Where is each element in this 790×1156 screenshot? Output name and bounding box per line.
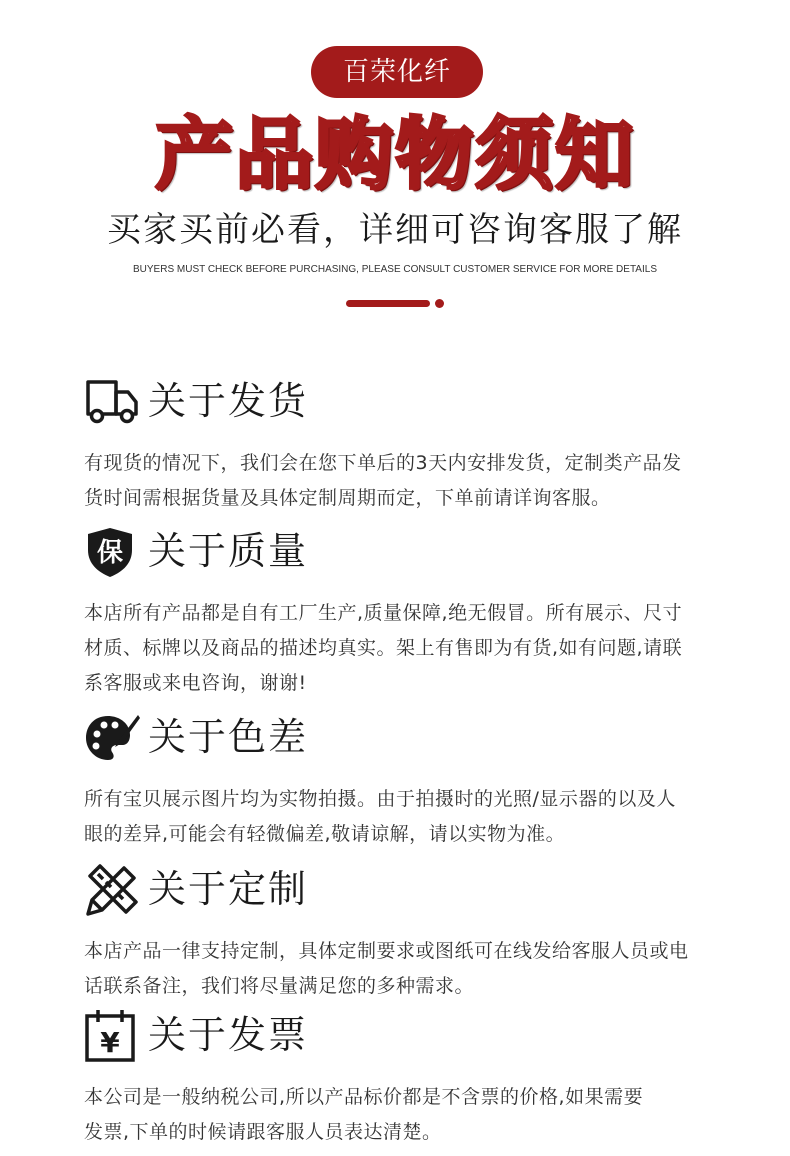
section-invoice (84, 1006, 724, 1150)
section-title: 关于定制 (148, 867, 309, 911)
invoice-icon (84, 1010, 140, 1062)
svg-text:¥: ¥ (100, 1026, 120, 1059)
section-text: 本店产品一律支持定制，具体定制要求或图纸可在线发给客服人员或电 话联系备注，我们将尽量满足您的多种需求。 (84, 940, 689, 997)
section-text: 有现货的情况下，我们会在您下单后的3天内安排发货，定制类产品发 货时间需根据货量及具体定制周期而定，下单前请详询客服。 (84, 452, 682, 509)
brand-badge: 百荣化纤 (311, 46, 483, 98)
divider-dot (435, 299, 444, 308)
section-quality (84, 522, 724, 701)
section-title: 关于质量 (148, 529, 309, 573)
section-shipping (84, 372, 724, 516)
section-color (84, 708, 724, 852)
section-text: 所有宝贝展示图片均为实物拍摄。由于拍摄时的光照/显示器的以及人 眼的差异,可能会有轻微偏差,敬请谅解，请以实物为准。 (84, 788, 676, 845)
divider-bar (346, 300, 430, 307)
page-subtitle-english: BUYERS MUST CHECK BEFORE PURCHASING, PLEASE CONSULT CUSTOMER SERVICE FOR MORE DETAILS (133, 264, 657, 275)
section-custom (84, 860, 724, 1004)
section-text: 本店所有产品都是自有工厂生产,质量保障,绝无假冒。所有展示、尺寸 材质、标牌以及商品的描述均真实。架上有售即为有货,如有问题,请联 系客服或来电咨询，谢谢! (84, 602, 683, 694)
section-title: 关于发货 (148, 379, 309, 423)
truck-icon (84, 376, 140, 428)
section-text: 本公司是一般纳税公司,所以产品标价都是不含票的价格,如果需要 发票,下单的时候请跟客服人员表达清楚。 (84, 1086, 644, 1143)
svg-text:保: 保 (96, 538, 124, 568)
shield-icon (84, 526, 140, 578)
section-title: 关于发票 (148, 1013, 309, 1057)
page-title: 产品购物须知 (154, 110, 635, 200)
palette-icon (84, 712, 140, 764)
pencil-ruler-icon (84, 864, 140, 916)
page-subtitle: 买家买前必看，详细可咨询客服了解 (107, 210, 683, 250)
section-title: 关于色差 (148, 715, 309, 759)
